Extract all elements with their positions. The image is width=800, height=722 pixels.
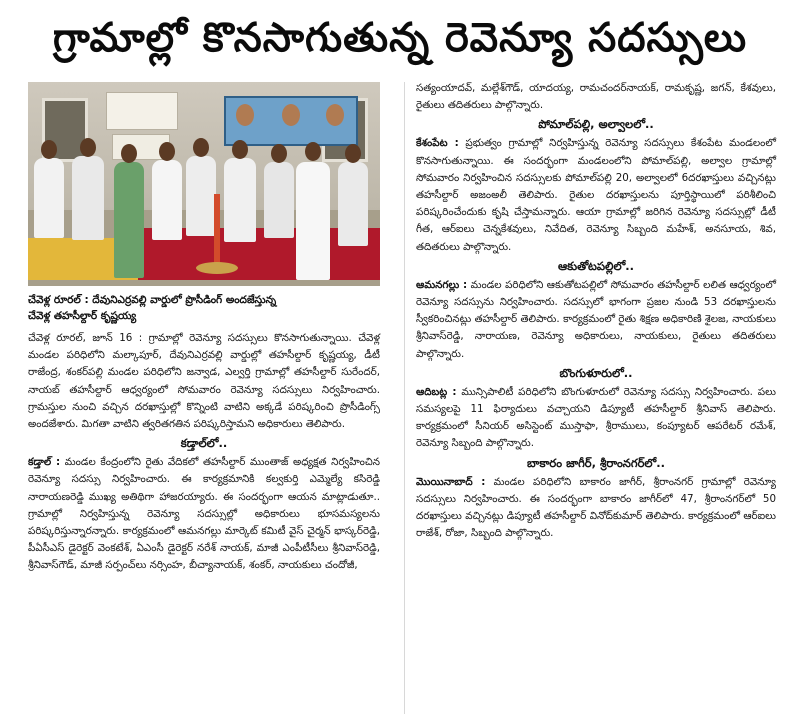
dateline: ఆమనగల్లు : — [416, 278, 468, 291]
article-paragraph — [416, 277, 776, 363]
paragraph-body: మండల పరిధిలోని బాకారం జాగీర్‌, శ్రీరాంనగర్‌ గ్రామాల్లో రెవెన్యూ సదస్సులు నిర్వహించారు. ఈ సందర్భంగా బాకారం జాగీర్‌లో 47, శ్రీరాంనగర్‌లో 50 దరఖాస్తులు వచ్చినట్లు డిప్యూటీ తహసీల్దార్‌ వినోద్‌కుమార్‌ తెలిపారు. కార్యక్రమంలో ఆర్‌ఐలు రాజేశ్‌, రోజా, సిబ్బంది పాల్గొన్నారు. — [416, 475, 776, 540]
lamp-stand — [214, 194, 220, 266]
photo-person-head — [232, 140, 248, 159]
news-photo — [28, 82, 380, 286]
section-subheading: కడ్తాల్‌లో.. — [180, 436, 228, 451]
photo-person-head — [159, 142, 175, 161]
section-subheading: ఆకుతోటపల్లిలో.. — [557, 258, 635, 273]
paragraph-body: మండల కేంద్రంలోని రైతు వేదికలో తహసీల్దార్‌ ముంతాజ్‌ అధ్యక్షత నిర్వహించిన రెవెన్యూ సదస్సు నిర్వహించారు. ఈ కార్యక్రమానికి కల్వకుర్తి ఎమ్మెల్యే కసిరెడ్డి నారాయణరెడ్డి ముఖ్య అతిథిగా హాజరయ్యారు. ఈ సందర్భంగా ఆయన మాట్లాడుతూ.. గ్రామాల్లో నిర్వహిస్తున్న రెవెన్యూ సదస్సుల్లో అధికారులు భూసమస్యలను పరిష్కరిస్తున్నారన్నారు. కార్యక్రమంలో ఆమనగల్లు మార్కెట్‌ కమిటీ వైస్‌ చైర్మన్‌ భాస్కర్‌రెడ్డి, పీఏసీఎస్‌ డైరెక్టర్‌ వెంకటేశ్‌, ఏఎంసీ డైరెక్టర్‌ నరేశ్‌ నాయక్‌, మాజీ ఎంపీటీసీలు శ్రీనివాస్‌రెడ్డి, శ్రీనివాస్‌గౌడ్‌, మాజీ సర్పంచ్‌లు నర్సింహ, బీచ్యానాయక్‌, శంకర్‌, నాయకులు చందోజీ, — [28, 456, 380, 572]
photo-person-head — [345, 144, 361, 163]
headline: గ్రామాల్లో కొనసాగుతున్న రెవెన్యూ సదస్సులు — [52, 15, 748, 61]
photo-person-green-shirt — [114, 162, 144, 278]
article-paragraph: సత్యంయాదవ్‌, మల్లేశ్‌గౌడ్‌, యాదయ్య, రామచందర్‌నాయక్‌, రామకృష్ణ, జగన్‌, కేశవులు, రైతులు తదితరులు పాల్గొన్నారు. — [416, 82, 776, 112]
photo-person-head — [41, 140, 57, 159]
section-subheading: పోమాల్‌పల్లి, అల్వాలలో.. — [538, 117, 654, 132]
photo-person — [34, 158, 64, 238]
banner-portrait — [326, 104, 344, 126]
article-paragraph — [28, 454, 380, 574]
paragraph-body: మండల పరిధిలోని ఆకుతోటపల్లిలో సోమవారం తహసీల్దార్‌ లలిత ఆధ్వర్యంలో రెవెన్యూ సదస్సును నిర్వహించారు. సదస్సులో భాగంగా ప్రజల నుండి 53 దరఖాస్తులను స్వీకరించినట్లు తహసీల్దార్‌ తెలిపారు. కార్యక్రమంలో రైతు శిక్షణ అధికారిణి శైలజ, నాయకులు శ్రీనివాస్‌రెడ్డి, నారాయణ, రెవెన్యూ అధికారులు, నాయకులు, రైతులు తదితరులు పాల్గొన్నారు. — [416, 278, 776, 360]
photo-person — [72, 156, 104, 240]
photo-person-head — [193, 138, 209, 157]
photo-banner — [106, 92, 178, 130]
article-paragraph — [416, 135, 776, 255]
photo-person — [152, 160, 182, 240]
article-paragraph — [416, 474, 776, 543]
photo-person-head — [80, 138, 96, 157]
article-paragraph: చేవెళ్ల రూరల్‌, జూన్‌ 16 : గ్రామాల్లో రెవెన్యూ సదస్సులు కొనసాగుతున్నాయి. చేవెళ్ల మండల పరిధిలోని మల్కాపూర్‌, దేవునిఎర్రవల్లి వార్డుల్లో తహసీల్దార్‌ కృష్ణయ్య, డీటీ రాజేంద్ర, శంకర్‌పల్లి మండల పరిధిలోని జన్వాడ, ఎల్వర్తి గ్రామాల్లో తహసీల్దార్‌ సురేందర్‌, నాయబ్‌ తహసీల్దార్‌ ఆధ్వర్యంలో సోమవారం రెవెన్యూ సదస్సులు నిర్వహించారు. గ్రామస్తుల నుంచి వచ్చిన దరఖాస్తుల్లో కొన్నింటి వాటిని అక్కడే పరిష్కరించి ప్రొసీడింగ్స్‌ అందజేశారు. మిగతా వాటిని త్వరితగతిన పరిష్కరిస్తామని అధికారులు తెలిపారు. — [28, 332, 380, 431]
photo-person — [338, 162, 368, 246]
banner-portrait — [236, 104, 254, 126]
dateline: ఆదిబట్ల : — [416, 385, 457, 398]
photo-person-head — [305, 142, 321, 161]
article-paragraph — [416, 384, 776, 453]
photo-flex-banner — [224, 96, 358, 146]
banner-portrait — [282, 104, 300, 126]
dateline: మొయినాబాద్‌ : — [416, 475, 486, 488]
column-divider — [404, 82, 405, 714]
right-column — [416, 80, 776, 542]
dateline: కేశంపేట : — [416, 137, 459, 150]
photo-person-head — [271, 144, 287, 163]
photo-person — [264, 162, 294, 238]
section-subheading: బొంగుళూరులో.. — [559, 365, 633, 380]
left-column — [28, 330, 380, 575]
paragraph-body: ప్రభుత్వం గ్రామాల్లో నిర్వహిస్తున్న రెవెన్యూ సదస్సులు కేశంపేట మండలంలో కొనసాగుతున్నాయి. ఈ సందర్భంగా మండలంలోని పోమాల్‌పల్లి, అల్వాల గ్రామాల్లో సోమవారం నిర్వహించిన సదస్సులకు పోమాల్‌పల్లి 20, అల్వాలలో 6దరఖాస్తులు వచ్చినట్లు తహసీల్దార్‌ అజంఅలీ తెలిపారు. రైతుల దరఖాస్తులను పూర్తిస్థాయిలో పరిశీలించి పరిష్కరించేందుకు కృషి చేస్తామన్నారు. ఆయా గ్రామాల్లో జరిగిన రెవెన్యూ సదస్సుల్లో డీటీ గీత, ఆర్‌ఐలు చెన్నకేశవులు, నివేదిత, రెవెన్యూ సిబ్బంది మహేశ్‌, అనసూయ, శివ, తదితరులు పాల్గొన్నారు. — [416, 137, 777, 253]
caption-line: చేవెళ్ల రూరల్‌ : దేవునిఎర్రవల్లి వార్డులో ప్రొసీడింగ్‌ అందజేస్తున్న — [28, 294, 277, 306]
dateline: కడ్తాల్‌ : — [28, 456, 61, 469]
paragraph-body: మున్సిపాలిటీ పరిధిలోని బొంగుళూరులో రెవెన్యూ సదస్సు నిర్వహించారు. పలు సమస్యలపై 11 ఫిర్యాదులు వచ్చాయని డిప్యూటీ తహసీల్దార్‌ శ్రీనివాస్‌ తెలిపారు. కార్యక్రమంలో సీనియర్‌ అసిస్టెంట్‌ ముస్తాఫా, శ్రీరాములు, కంప్యూటర్‌ ఆపరేటర్‌ రమేశ్‌, రెవెన్యూ సిబ్బంది పాల్గొన్నారు. — [416, 385, 776, 450]
photo-person — [224, 158, 256, 242]
photo-person-head — [121, 144, 137, 163]
photo-person — [186, 156, 216, 236]
caption-line: చేవెళ్ల తహసీల్దార్‌ కృష్ణయ్య — [28, 310, 137, 322]
section-subheading: బాకారం జాగీర్‌, శ్రీరాంనగర్‌లో.. — [527, 455, 665, 470]
photo-caption — [28, 292, 380, 324]
lamp-base — [196, 262, 238, 274]
photo-person-tahsildar — [296, 162, 330, 280]
